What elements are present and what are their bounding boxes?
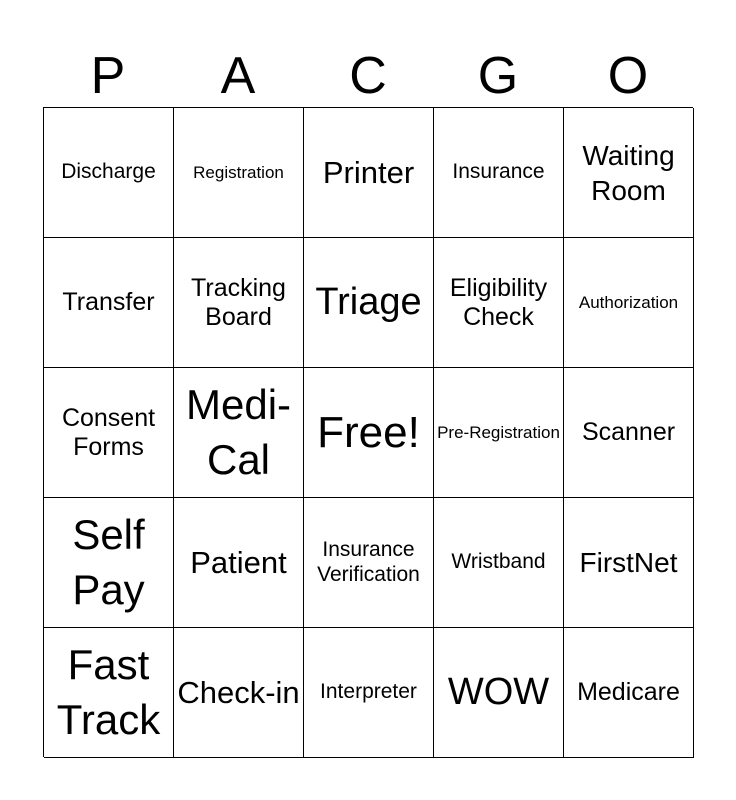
cell-registration[interactable] [174, 108, 304, 238]
cell-authorization[interactable] [564, 238, 694, 368]
bingo-board [43, 107, 693, 757]
header-letter-p: P [90, 47, 126, 105]
cell-label: Pre-Registration [437, 422, 560, 442]
cell-pre-registration[interactable] [434, 368, 564, 498]
cell-label: Free! [317, 407, 420, 457]
header-letter-g: G [477, 47, 519, 105]
cell-self-pay[interactable] [44, 498, 174, 628]
cell-wow[interactable] [434, 628, 564, 758]
cell-label: Scanner [581, 418, 676, 447]
cell-discharge[interactable] [44, 108, 174, 238]
cell-printer[interactable] [304, 108, 434, 238]
cell-wristband[interactable] [434, 498, 564, 628]
cell-label: Insurance Verification [317, 538, 420, 586]
header-letter-a: A [220, 47, 256, 105]
cell-label: Authorization [578, 292, 679, 312]
cell-eligibility-check[interactable] [434, 238, 564, 368]
cell-medicare[interactable] [564, 628, 694, 758]
cell-label: Eligibility Check [449, 273, 548, 331]
cell-label: Printer [322, 154, 415, 190]
cell-label: Tracking Board [191, 273, 286, 331]
cell-label: Self Pay [72, 510, 145, 613]
cell-label: Insurance [452, 160, 545, 184]
cell-insurance-verification[interactable] [304, 498, 434, 628]
header-letter-o: O [607, 47, 649, 105]
cell-label: Triage [315, 280, 422, 323]
cell-label: Registration [193, 162, 284, 182]
cell-check-in[interactable] [174, 628, 304, 758]
cell-fast-track[interactable] [44, 628, 174, 758]
cell-label: FirstNet [579, 547, 678, 578]
bingo-header [43, 44, 693, 108]
cell-tracking-board[interactable] [174, 238, 304, 368]
cell-label: Check-in [177, 674, 300, 710]
cell-firstnet[interactable] [564, 498, 694, 628]
cell-insurance[interactable] [434, 108, 564, 238]
cell-label: WOW [447, 670, 550, 713]
cell-interpreter[interactable] [304, 628, 434, 758]
cell-scanner[interactable] [564, 368, 694, 498]
cell-transfer[interactable] [44, 238, 174, 368]
cell-label: Patient [190, 544, 287, 580]
cell-label: Transfer [62, 288, 155, 317]
cell-medi-cal[interactable] [174, 368, 304, 498]
header-letter-c: C [349, 47, 387, 105]
cell-label: Fast Track [56, 640, 161, 743]
cell-label: Interpreter [320, 680, 417, 704]
cell-label: Medi-Cal [185, 380, 292, 483]
cell-consent-forms[interactable] [44, 368, 174, 498]
cell-label: Waiting Room [582, 139, 675, 206]
cell-triage[interactable] [304, 238, 434, 368]
cell-waiting-room[interactable] [564, 108, 694, 238]
cell-label: Medicare [577, 678, 680, 707]
cell-free-space[interactable] [304, 368, 434, 498]
cell-label: Discharge [61, 160, 156, 184]
cell-label: Wristband [451, 550, 546, 574]
cell-patient[interactable] [174, 498, 304, 628]
cell-label: Consent Forms [61, 403, 156, 461]
